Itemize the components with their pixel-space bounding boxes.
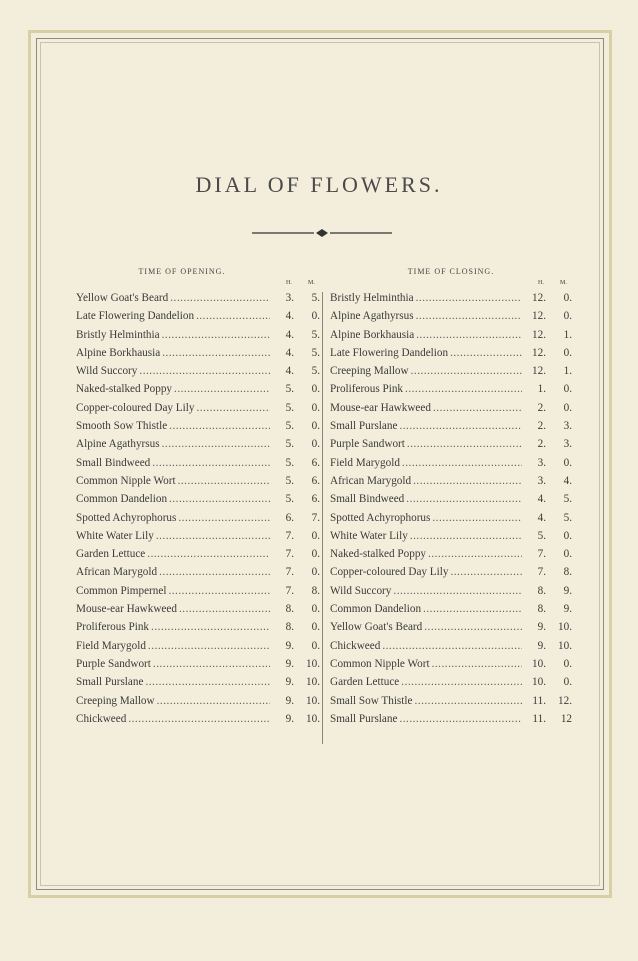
opening-leader-dots	[178, 472, 270, 490]
opening-leader-dots	[179, 600, 270, 618]
opening-hour: 9.	[285, 676, 294, 689]
opening-flower-name: Chickweed	[76, 712, 127, 725]
closing-hour: 7.	[537, 548, 546, 561]
opening-leader-dots	[156, 527, 270, 545]
closing-flower-name: Small Sow Thistle	[330, 694, 413, 707]
opening-flower-name: White Water Lily	[76, 529, 154, 542]
closing-hour: 2.	[537, 420, 546, 433]
opening-leader-dots	[174, 380, 270, 398]
opening-minute: 6.	[311, 493, 320, 506]
opening-leader-dots	[159, 563, 270, 581]
opening-minute: 0.	[311, 438, 320, 451]
closing-flower-name: Yellow Goat's Beard	[330, 621, 423, 634]
closing-flower-name: Naked-stalked Poppy	[330, 548, 427, 561]
closing-hour: 9.	[537, 639, 546, 652]
closing-hour: 12.	[532, 346, 546, 359]
opening-minute: 7.	[311, 511, 320, 524]
opening-hour: 5.	[285, 401, 294, 414]
closing-leader-dots	[399, 710, 522, 728]
closing-minute: 0.	[563, 676, 572, 689]
opening-leader-dots	[157, 692, 270, 710]
opening-leader-dots	[169, 490, 270, 508]
closing-minute: 9.	[563, 603, 572, 616]
closing-hm-labels	[330, 278, 572, 288]
opening-leader-dots	[178, 509, 270, 527]
opening-row	[76, 618, 320, 636]
closing-row	[330, 710, 572, 728]
closing-minute: 0.	[563, 657, 572, 670]
closing-leader-dots	[450, 344, 522, 362]
opening-minute: 0.	[311, 401, 320, 414]
opening-row	[76, 637, 320, 655]
opening-leader-dots	[148, 637, 270, 655]
closing-row	[330, 673, 572, 691]
opening-leader-dots	[169, 417, 270, 435]
closing-leader-dots	[405, 380, 522, 398]
opening-hour: 9.	[285, 639, 294, 652]
closing-minute: 1.	[563, 328, 572, 341]
opening-column	[76, 266, 320, 728]
closing-hour: 12.	[532, 310, 546, 323]
opening-minute: 0.	[311, 603, 320, 616]
opening-leader-dots	[196, 307, 270, 325]
closing-row	[330, 545, 572, 563]
closing-row	[330, 527, 572, 545]
opening-hour: 9.	[285, 657, 294, 670]
opening-row	[76, 380, 320, 398]
closing-hour: 11.	[532, 694, 546, 707]
opening-hour: 5.	[285, 383, 294, 396]
opening-flower-name: Yellow Goat's Beard	[76, 292, 169, 304]
opening-minute: 0.	[311, 548, 320, 561]
closing-minute: 0.	[563, 292, 572, 304]
closing-minutes-label: M.	[560, 280, 567, 286]
closing-hour: 7.	[537, 566, 546, 579]
opening-minute: 6.	[311, 474, 320, 487]
closing-list	[330, 289, 572, 728]
closing-leader-dots	[416, 307, 522, 325]
closing-hour: 5.	[537, 529, 546, 542]
closing-leader-dots	[401, 673, 522, 691]
closing-minute: 0.	[563, 548, 572, 561]
opening-hour: 4.	[285, 365, 294, 378]
opening-minute: 8.	[311, 584, 320, 597]
closing-flower-name: Proliferous Pink	[330, 383, 404, 396]
page-title: DIAL OF FLOWERS.	[195, 172, 443, 197]
opening-minute: 0.	[311, 310, 320, 323]
opening-hour: 9.	[285, 694, 294, 707]
opening-hours-label: H.	[286, 280, 292, 286]
closing-row	[330, 563, 572, 581]
closing-minute: 3.	[563, 438, 572, 451]
closing-hour: 12.	[532, 292, 546, 304]
closing-flower-name: Common Nipple Wort	[330, 657, 430, 670]
closing-minute: 8.	[563, 566, 572, 579]
closing-leader-dots	[406, 490, 522, 508]
closing-minute: 10.	[558, 621, 572, 634]
closing-flower-name: Copper-coloured Day Lily	[330, 566, 449, 579]
opening-row	[76, 362, 320, 380]
opening-leader-dots	[139, 362, 270, 380]
opening-hour: 7.	[285, 548, 294, 561]
opening-hour: 6.	[285, 511, 294, 524]
opening-hour: 5.	[285, 493, 294, 506]
closing-row	[330, 637, 572, 655]
closing-row	[330, 618, 572, 636]
opening-leader-dots	[128, 710, 270, 728]
closing-hour: 4.	[537, 511, 546, 524]
opening-minute: 5.	[311, 346, 320, 359]
opening-row	[76, 454, 320, 472]
closing-hour: 1.	[537, 383, 546, 396]
closing-row	[330, 490, 572, 508]
opening-flower-name: Common Nipple Wort	[76, 474, 176, 487]
opening-minute: 0.	[311, 529, 320, 542]
closing-flower-name: Small Bindweed	[330, 493, 405, 506]
closing-flower-name: Small Purslane	[330, 420, 398, 433]
closing-flower-name: Chickweed	[330, 639, 381, 652]
opening-hour: 7.	[285, 584, 294, 597]
opening-flower-name: Common Dandelion	[76, 493, 168, 506]
closing-row	[330, 344, 572, 362]
closing-flower-name: Alpine Borkhausia	[330, 328, 415, 341]
closing-leader-dots	[414, 692, 522, 710]
opening-flower-name: Bristly Helminthia	[76, 328, 160, 341]
closing-minute: 0.	[563, 529, 572, 542]
closing-row	[330, 692, 572, 710]
closing-hour: 8.	[537, 584, 546, 597]
closing-leader-dots	[433, 399, 522, 417]
ornament-rule-icon	[252, 226, 392, 240]
closing-row	[330, 472, 572, 490]
opening-flower-name: Wild Succory	[76, 365, 138, 378]
opening-row	[76, 563, 320, 581]
closing-flower-name: Field Marygold	[330, 456, 400, 469]
opening-flower-name: Spotted Achyrophorus	[76, 511, 177, 524]
opening-minute: 10.	[306, 657, 320, 670]
closing-leader-dots	[428, 545, 522, 563]
opening-hour: 3.	[285, 292, 294, 304]
closing-hour: 10.	[532, 676, 546, 689]
opening-flower-name: Copper-coloured Day Lily	[76, 401, 195, 414]
closing-row	[330, 582, 572, 600]
closing-minute: 5.	[563, 511, 572, 524]
opening-flower-name: Creeping Mallow	[76, 694, 155, 707]
opening-minute: 10.	[306, 676, 320, 689]
opening-hour: 5.	[285, 456, 294, 469]
opening-hour: 8.	[285, 621, 294, 634]
opening-row	[76, 600, 320, 618]
opening-flower-name: Purple Sandwort	[76, 657, 151, 670]
closing-flower-name: Common Dandelion	[330, 603, 422, 616]
closing-row	[330, 380, 572, 398]
closing-flower-name: White Water Lily	[330, 529, 408, 542]
opening-row	[76, 527, 320, 545]
closing-hour: 8.	[537, 603, 546, 616]
closing-hours-label: H.	[538, 280, 544, 286]
closing-minute: 12.	[558, 694, 572, 707]
closing-row	[330, 362, 572, 380]
opening-hour: 7.	[285, 529, 294, 542]
opening-row	[76, 399, 320, 417]
opening-hour: 5.	[285, 420, 294, 433]
opening-hour: 4.	[285, 346, 294, 359]
opening-row	[76, 655, 320, 673]
closing-row	[330, 307, 572, 325]
opening-leader-dots	[162, 435, 270, 453]
opening-row	[76, 582, 320, 600]
closing-minute: 5.	[563, 493, 572, 506]
closing-row	[330, 454, 572, 472]
opening-flower-name: Small Purslane	[76, 676, 144, 689]
closing-flower-name: Bristly Helminthia	[330, 292, 414, 304]
opening-leader-dots	[170, 289, 270, 307]
opening-row	[76, 545, 320, 563]
opening-flower-name: Alpine Borkhausia	[76, 346, 161, 359]
opening-flower-name: Mouse-ear Hawkweed	[76, 603, 177, 616]
closing-hour: 4.	[537, 493, 546, 506]
opening-flower-name: Garden Lettuce	[76, 548, 146, 561]
opening-row	[76, 692, 320, 710]
opening-row	[76, 673, 320, 691]
closing-flower-name: Garden Lettuce	[330, 676, 400, 689]
closing-leader-dots	[410, 527, 522, 545]
opening-hour: 7.	[285, 566, 294, 579]
closing-leader-dots	[393, 582, 522, 600]
opening-flower-name: Late Flowering Dandelion	[76, 310, 195, 323]
opening-minute: 0.	[311, 383, 320, 396]
closing-flower-name: African Marygold	[330, 474, 412, 487]
closing-minute: 3.	[563, 420, 572, 433]
opening-flower-name: Small Bindweed	[76, 456, 151, 469]
opening-hour: 8.	[285, 603, 294, 616]
opening-flower-name: Common Pimpernel	[76, 584, 167, 597]
closing-leader-dots	[423, 600, 522, 618]
opening-row	[76, 509, 320, 527]
closing-row	[330, 509, 572, 527]
closing-row	[330, 289, 572, 307]
closing-leader-dots	[411, 362, 522, 380]
closing-row	[330, 417, 572, 435]
closing-leader-dots	[407, 435, 522, 453]
opening-minute: 10.	[306, 694, 320, 707]
opening-leader-dots	[153, 655, 270, 673]
closing-leader-dots	[450, 563, 522, 581]
closing-minute: 0.	[563, 310, 572, 323]
opening-hour: 4.	[285, 328, 294, 341]
opening-hour: 5.	[285, 438, 294, 451]
opening-leader-dots	[162, 326, 270, 344]
closing-minute: 12	[560, 712, 572, 725]
opening-leader-dots	[168, 582, 270, 600]
closing-flower-name: Late Flowering Dandelion	[330, 346, 449, 359]
opening-flower-name: Proliferous Pink	[76, 621, 150, 634]
closing-flower-name: Mouse-ear Hawkweed	[330, 401, 431, 414]
opening-leader-dots	[152, 454, 270, 472]
closing-heading: TIME OF CLOSING.	[407, 267, 495, 276]
opening-minute: 5.	[311, 292, 320, 304]
closing-leader-dots	[432, 655, 522, 673]
opening-minute: 0.	[311, 566, 320, 579]
closing-leader-dots	[416, 326, 522, 344]
closing-leader-dots	[416, 289, 522, 307]
opening-leader-dots	[151, 618, 270, 636]
closing-row	[330, 655, 572, 673]
opening-row	[76, 307, 320, 325]
column-divider	[322, 292, 323, 744]
opening-row	[76, 326, 320, 344]
closing-hour: 2.	[537, 401, 546, 414]
opening-hm-labels	[76, 278, 320, 288]
opening-heading: TIME OF OPENING.	[138, 267, 226, 276]
closing-hour: 12.	[532, 328, 546, 341]
closing-leader-dots	[432, 509, 522, 527]
closing-flower-name: Creeping Mallow	[330, 365, 409, 378]
opening-row	[76, 472, 320, 490]
closing-flower-name: Spotted Achyrophorus	[330, 511, 431, 524]
closing-minute: 0.	[563, 346, 572, 359]
closing-hour: 2.	[537, 438, 546, 451]
opening-hour: 5.	[285, 474, 294, 487]
opening-flower-name: Field Marygold	[76, 639, 146, 652]
closing-minute: 10.	[558, 639, 572, 652]
opening-flower-name: African Marygold	[76, 566, 158, 579]
opening-flower-name: Smooth Sow Thistle	[76, 420, 168, 433]
opening-leader-dots	[145, 673, 270, 691]
opening-leader-dots	[147, 545, 270, 563]
opening-minutes-label: M.	[308, 280, 315, 286]
closing-row	[330, 399, 572, 417]
opening-minute: 10.	[306, 712, 320, 725]
opening-leader-dots	[196, 399, 270, 417]
closing-leader-dots	[424, 618, 522, 636]
opening-minute: 5.	[311, 365, 320, 378]
opening-minute: 6.	[311, 456, 320, 469]
closing-row	[330, 326, 572, 344]
opening-leader-dots	[162, 344, 270, 362]
closing-hour: 12.	[532, 365, 546, 378]
closing-minute: 9.	[563, 584, 572, 597]
closing-hour: 3.	[537, 474, 546, 487]
closing-hour: 3.	[537, 456, 546, 469]
closing-leader-dots	[399, 417, 522, 435]
closing-leader-dots	[382, 637, 522, 655]
opening-row	[76, 289, 320, 307]
closing-row	[330, 600, 572, 618]
opening-row	[76, 417, 320, 435]
closing-row	[330, 435, 572, 453]
closing-flower-name: Small Purslane	[330, 712, 398, 725]
opening-row	[76, 344, 320, 362]
closing-hour: 9.	[537, 621, 546, 634]
closing-hour: 10.	[532, 657, 546, 670]
opening-row	[76, 710, 320, 728]
closing-leader-dots	[402, 454, 522, 472]
opening-hour: 9.	[285, 712, 294, 725]
closing-flower-name: Wild Succory	[330, 584, 392, 597]
opening-minute: 0.	[311, 639, 320, 652]
closing-hour: 11.	[532, 712, 546, 725]
closing-leader-dots	[413, 472, 522, 490]
closing-flower-name: Purple Sandwort	[330, 438, 405, 451]
opening-hour: 4.	[285, 310, 294, 323]
closing-minute: 0.	[563, 456, 572, 469]
closing-flower-name: Alpine Agathyrsus	[330, 310, 414, 323]
opening-row	[76, 490, 320, 508]
closing-minute: 0.	[563, 383, 572, 396]
opening-row	[76, 435, 320, 453]
opening-flower-name: Naked-stalked Poppy	[76, 383, 173, 396]
closing-column	[330, 266, 572, 728]
opening-flower-name: Alpine Agathyrsus	[76, 438, 160, 451]
closing-minute: 0.	[563, 401, 572, 414]
closing-minute: 4.	[563, 474, 572, 487]
opening-minute: 0.	[311, 621, 320, 634]
closing-minute: 1.	[563, 365, 572, 378]
opening-minute: 0.	[311, 420, 320, 433]
opening-list	[76, 289, 320, 728]
opening-minute: 5.	[311, 328, 320, 341]
